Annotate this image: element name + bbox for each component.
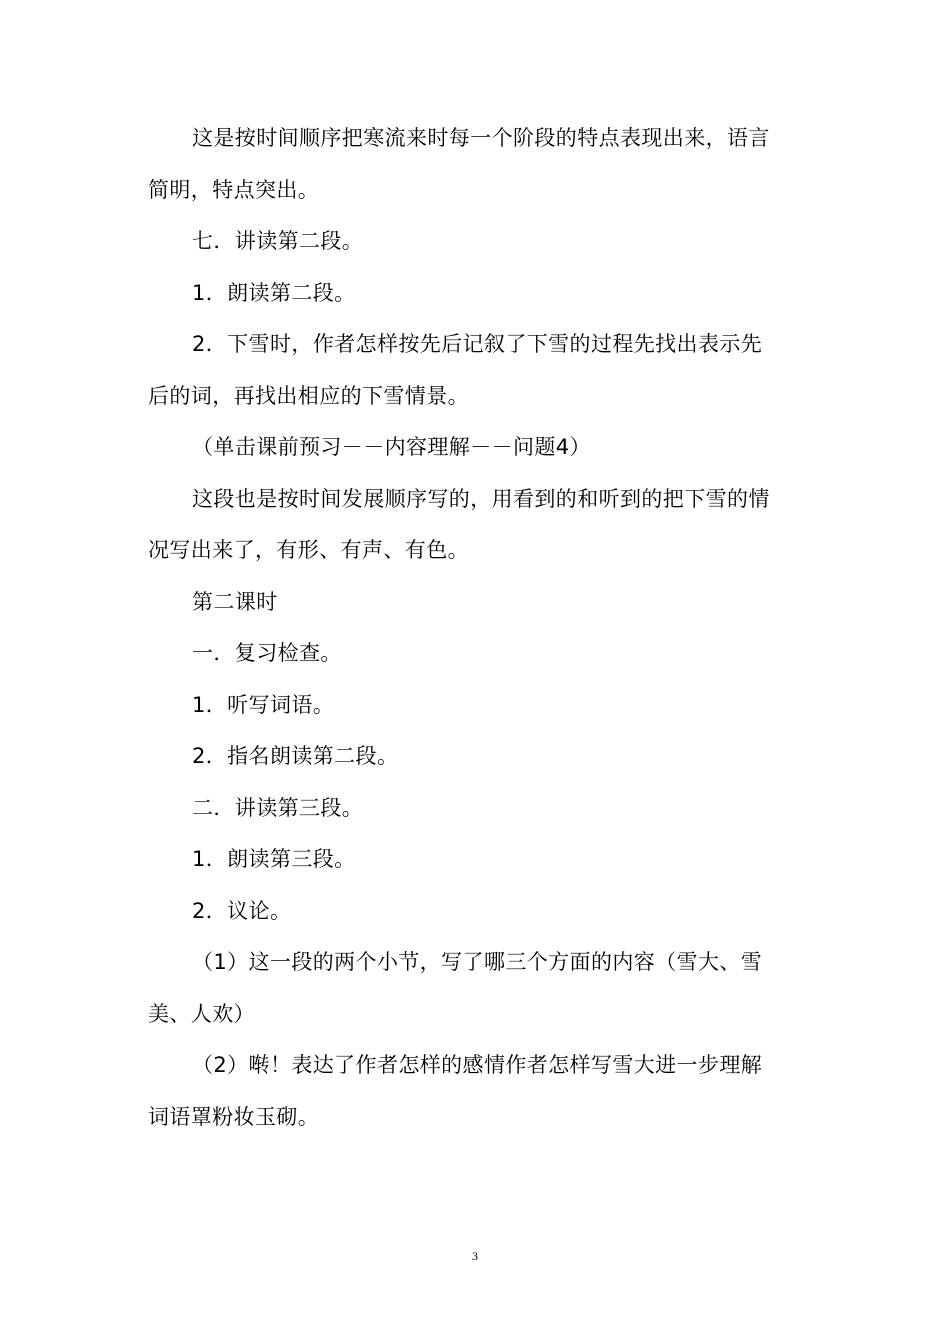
paragraph-line: （单击课前预习－－内容理解－－问题4） [192,435,591,459]
paragraph-line: 词语罩粉妆玉砌。 [148,1104,320,1129]
paragraph-line: 况写出来了，有形、有声、有色。 [148,538,469,562]
list-item: 1．朗读第三段。 [192,847,356,871]
list-item: 2．下雪时，作者怎样按先后记叙了下雪的过程先找出表示先 [192,332,763,356]
paragraph-line: 美、人欢） [148,1001,255,1026]
list-item: 2．议论。 [192,898,292,923]
paragraph-line: 这段也是按时间发展顺序写的，用看到的和听到的把下雪的情 [192,486,770,511]
list-item: （1）这一段的两个小节，写了哪三个方面的内容（雪大、雪 [192,950,763,974]
paragraph-line: 这是按时间顺序把寒流来时每一个阶段的特点表现出来，语言 [192,126,770,150]
paragraph-line: 简明，特点突出。 [148,177,320,202]
section-heading: 第二课时 [192,589,278,614]
list-item: 1．听写词语。 [192,692,335,717]
section-heading: 一．复习检查。 [192,641,342,665]
list-item: （2）啭！表达了作者怎样的感情作者怎样写雪大进一步理解 [192,1053,763,1077]
section-heading: 二．讲读第三段。 [192,795,364,820]
section-heading: 七．讲读第二段。 [192,229,364,253]
page-number: 3 [472,1249,478,1263]
list-item: 2．指名朗读第二段。 [192,744,399,768]
list-item: 1．朗读第二段。 [192,280,356,305]
paragraph-line: 后的词，再找出相应的下雪情景。 [148,383,469,408]
document-body [148,113,808,1143]
